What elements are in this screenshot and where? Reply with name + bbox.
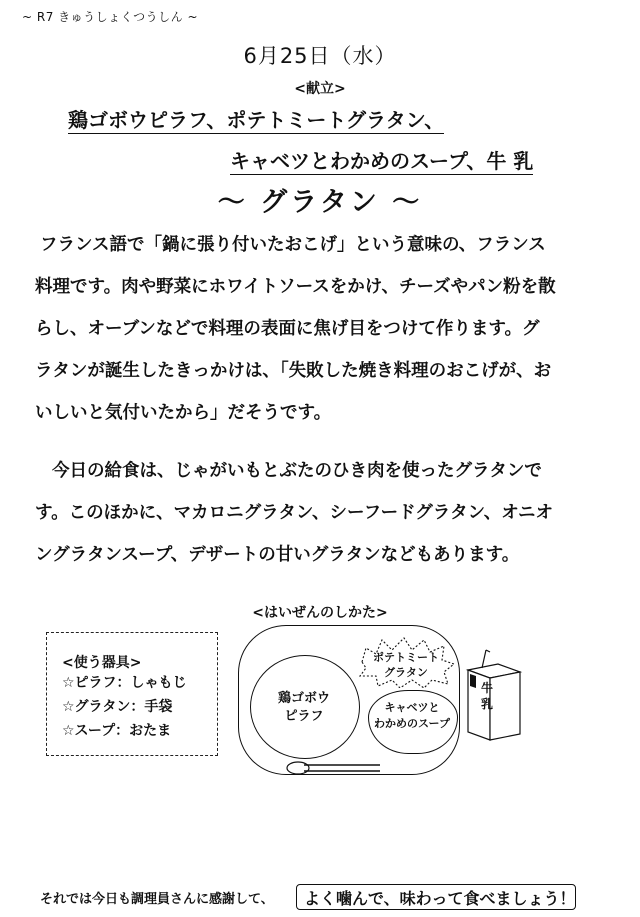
tool-item: ☆ピラフ：しゃもじ <box>62 675 187 691</box>
newsletter-header-note: ~ R7 きゅうしょくつうしん ~ <box>22 10 199 24</box>
milk-label: 牛 乳 <box>480 681 493 711</box>
article-line: フランス語で「鍋に張り付いたおこげ」という意味の、フランス <box>40 235 546 255</box>
article-line: いしいと気付いたから」だそうです。 <box>35 403 332 423</box>
menu-label: <献立> <box>294 81 346 97</box>
article-line: 今日の給食は、じゃがいもとぶたのひき肉を使ったグラタンで <box>52 461 542 481</box>
article-line: ラタンが誕生したきっかけは、「失敗した焼き料理のおこげが、お <box>35 361 552 381</box>
serving-section-title: <はいぜんのしかた> <box>252 605 388 621</box>
article-line: ングラタンスープ、デザートの甘いグラタンなどもあります。 <box>35 545 520 565</box>
tools-heading: <使う器具> <box>62 655 142 671</box>
menu-line-1: 鶏ゴボウピラフ、ポテトミートグラタン、 <box>68 108 445 132</box>
article-title: ～ グラタン ～ <box>217 187 423 218</box>
pilaf-label: 鶏ゴボウ ピラフ <box>277 691 330 724</box>
menu-line-2: キャベツとわかめのスープ、牛 乳 <box>230 149 534 173</box>
footer-emphasis: よく噛んで、味わって食べましょう！ <box>304 889 576 908</box>
soup-label: キャベツと わかめのスープ <box>374 701 450 730</box>
article-line: 料理です。肉や野菜にホワイトソースをかけ、チーズやパン粉を散 <box>35 277 556 297</box>
gratin-label: ポテトミート グラタン <box>373 651 439 679</box>
tool-item: ☆スープ：おたま <box>62 723 172 739</box>
date-heading: 6月25日（水） <box>243 44 397 68</box>
footer-message: それでは今日も調理員さんに感謝して、 <box>40 892 274 907</box>
article-line: らし、オーブンなどで料理の表面に焦げ目をつけて作ります。グ <box>35 319 540 339</box>
tool-item: ☆グラタン：手袋 <box>62 699 173 715</box>
chopsticks-icon <box>284 756 384 780</box>
article-line: す。このほかに、マカロニグラタン、シーフードグラタン、オニオ <box>35 503 553 523</box>
